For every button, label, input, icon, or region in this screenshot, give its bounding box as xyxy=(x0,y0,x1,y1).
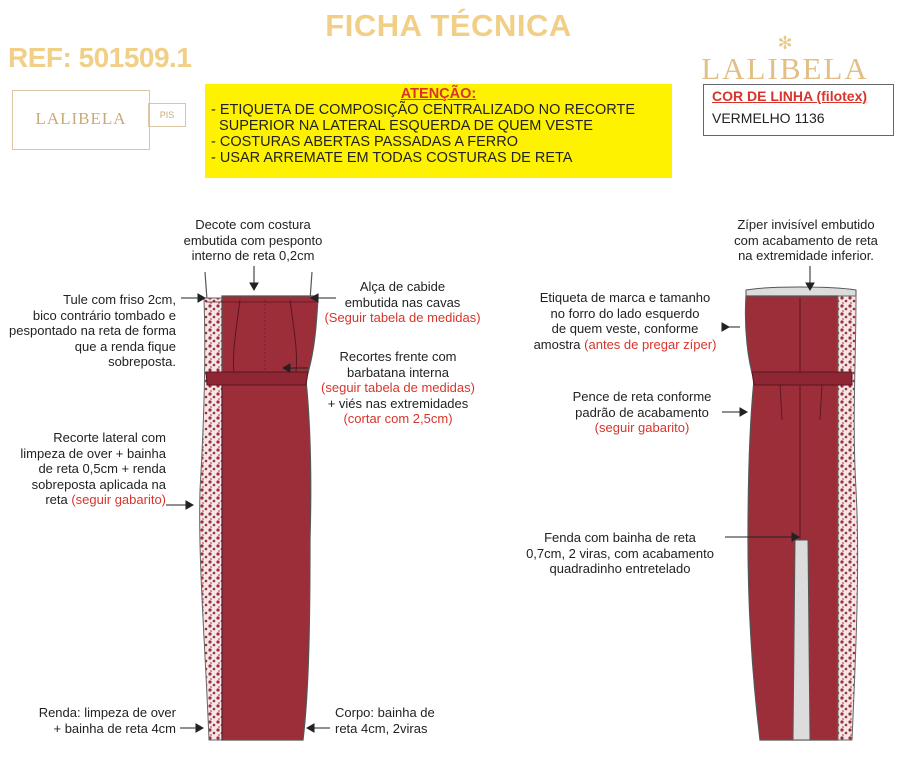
note-side-cut: Recorte lateral com limpeza de over + bainha de reta 0,5cm + renda sobreposta aplicada na reta (seguir gabarito) xyxy=(20,430,166,507)
note-neckline: Decote com costura embutida com pesponto interno de reta 0,2cm xyxy=(183,217,323,263)
warning-line: - USAR ARREMATE EM TODAS COSTURAS DE RETA xyxy=(211,150,573,166)
thread-heading: COR DE LINHA (filotex) xyxy=(712,88,868,104)
note-brand-tag: Etiqueta de marca e tamanho no forro do lado esquerdo de quem veste, conforme amostra (antes de pregar zíper) xyxy=(533,290,717,352)
warning-line: - ETIQUETA DE COMPOSIÇÃO CENTRALIZADO NO RECORTE xyxy=(211,102,636,118)
reference-code: REF: 501509.1 xyxy=(8,42,192,73)
note-slit: Fenda com bainha de reta 0,7cm, 2 viras, com acabamento quadradinho entretelado xyxy=(526,530,714,576)
note-front-cuts: Recortes frente com barbatana interna (seguir tabela de medidas) + viés nas extremidades (cortar com 2,5cm) xyxy=(321,349,475,426)
bee-icon: ✻ xyxy=(777,33,793,53)
warning-line: SUPERIOR NA LATERAL ESQUERDA DE QUEM VESTE xyxy=(211,118,593,134)
label-brand: LALIBELA xyxy=(35,109,127,128)
label-tab: PIS xyxy=(148,103,186,127)
thread-value: VERMELHO 1136 xyxy=(712,110,825,126)
warning-line: - COSTURAS ABERTAS PASSADAS A FERRO xyxy=(211,134,518,150)
back-dress xyxy=(745,287,857,740)
brand-wordmark: LALIBELA xyxy=(701,51,869,86)
note-strap: Alça de cabide embutida nas cavas (Seguir tabela de medidas) xyxy=(324,279,481,325)
note-body-hem: Corpo: bainha de reta 4cm, 2viras xyxy=(335,705,435,736)
page-title: FICHA TÉCNICA xyxy=(325,8,572,43)
front-dress xyxy=(200,272,318,740)
warning-heading: ATENÇÃO: xyxy=(400,86,477,102)
note-tulle: Tule com friso 2cm, bico contrário tombado e pespontado na reta de forma que a renda fique sobreposta. xyxy=(9,292,176,369)
note-zipper: Zíper invisível embutido com acabamento de reta na extremidade inferior. xyxy=(734,217,878,263)
note-dart: Pence de reta conforme padrão de acabamento (seguir gabarito) xyxy=(572,389,712,435)
note-lace: Renda: limpeza de over + bainha de reta 4cm xyxy=(38,705,176,736)
